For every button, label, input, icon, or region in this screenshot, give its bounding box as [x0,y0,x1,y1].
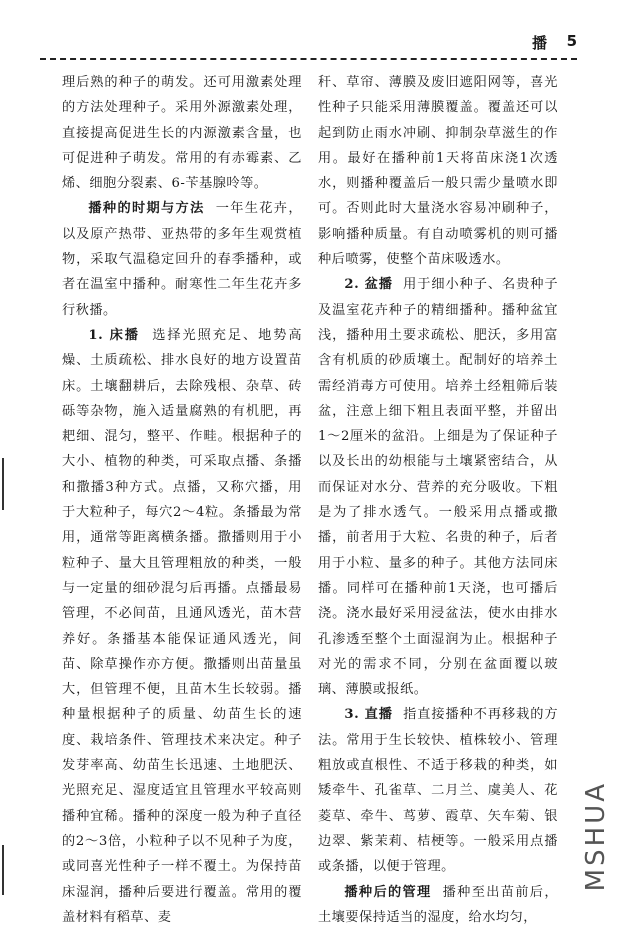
paragraph [62,323,302,930]
paragraph-body: 播种至出苗前后，土壤要保持适当的湿度，给水均匀， [318,885,558,925]
paragraph-body: 一年生花卉，以及原产热带、亚热带的多年生观赏植物，采取气温稳定回升的春季播种，或者在温室中播种。耐寒性二年生花卉多行秋播。 [62,201,302,317]
watermark: MSHUA [581,781,611,891]
page-header [40,28,577,60]
paragraph [318,702,558,879]
paragraph-heading: 3. 直播 [344,707,393,722]
paragraph [318,272,558,702]
paragraph-heading: 2. 盆播 [344,277,393,292]
paragraph: 秆、草帘、薄膜及废旧遮阳网等，喜光性种子只能采用薄膜覆盖。覆盖还可以起到防止雨水冲刷、抑制杂草滋生的作用。最好在播种前1天将苗床浇1次透水，则播种覆盖后一般只需少量喷水即可。否则此时大量浇水容易冲刷种子，影响播种质量。有自动喷雾机的则可播种后喷雾，使整个苗床吸透水。 [318,70,558,272]
paragraph-body: 用于细小种子、名贵种子及温室花卉种子的精细播种。播种盆宜浅，播种用土要求疏松、肥沃，多用富含有机质的砂质壤土。配制好的培养土需经消毒方可使用。培养土经粗筛后装盆，注意上细下粗且表面平整，并留出1～2厘米的盆沿。上细是为了保证种子以及长出的幼根能与土壤紧密结合，从而保证对水分、营养的充分吸收。下粗是为了排水透气。一般采用点播或撒播，前者用于大粒、名贵的种子，后者用于小粒、量多的种子。其他方法同床播。同样可在播种前1天浇，也可播后浇。浇水最好采用浸盆法，使水由排水孔渗透至整个土面湿润为止。根据种子对光的需求不同，分别在盆面覆以玻璃、薄膜或报纸。 [318,277,558,697]
scan-edge-mark [2,458,4,510]
scan-edge-mark [2,845,4,895]
paragraph-heading: 播种的时期与方法 [88,201,204,216]
paragraph: 理后熟的种子的萌发。还可用激素处理的方法处理种子。采用外源激素处理，直接提高促进生长的内源激素含量，也可促进种子萌发。常用的有赤霉素、乙烯、细胞分裂素、6-苄基腺呤等。 [62,70,302,196]
paragraph [318,880,558,930]
right-column [318,70,558,930]
left-column [62,70,302,930]
paragraph-heading: 1. 床播 [88,328,140,343]
paragraph-body: 指直接播种不再移栽的方法。常用于生长较快、植株较小、管理粗放或直根性、不适于移栽的种类，如矮牵牛、孔雀草、二月兰、虞美人、花菱草、牵牛、茑萝、霞草、矢车菊、银边翠、紫茉莉、桔梗等。一般采用点播或条播，以便于管理。 [318,707,558,874]
page-number: 5 [567,32,577,50]
paragraph-heading: 播种后的管理 [344,885,431,900]
section-title: 播 [532,32,547,53]
paragraph [62,196,302,322]
paragraph-body: 选择光照充足、地势高燥、土质疏松、排水良好的地方设置苗床。土壤翻耕后，去除残根、杂草、砖砾等杂物，施入适量腐熟的有机肥，再耙细、混匀，整平、作畦。根据种子的大小、植物的种类，可采取点播、条播和撒播3种方式。点播，又称穴播，用于大粒种子，每穴2～4粒。条播最为常用，通常等距离横条播。撒播则用于小粒种子、量大且管理粗放的种类，一般与一定量的细砂混匀后再播。点播最易管理，不必间苗，且通风透光，苗木营养好。条播基本能保证通风透光，间苗、除草操作亦方便。撒播则出苗量虽大，但管理不便，且苗木生长较弱。播种量根据种子的质量、幼苗生长的速度、栽培条件、管理技术来决定。种子发芽率高、幼苗生长迅速、土地肥沃、光照充足、湿度适宜且管理水平较高则播种宜稀。播种的深度一般为种子直径的2～3倍，小粒种子以不见种子为度，或同喜光性种子一样不覆土。为保持苗床湿润，播种后要进行覆盖。常用的覆盖材料有稻草、麦 [62,328,302,925]
